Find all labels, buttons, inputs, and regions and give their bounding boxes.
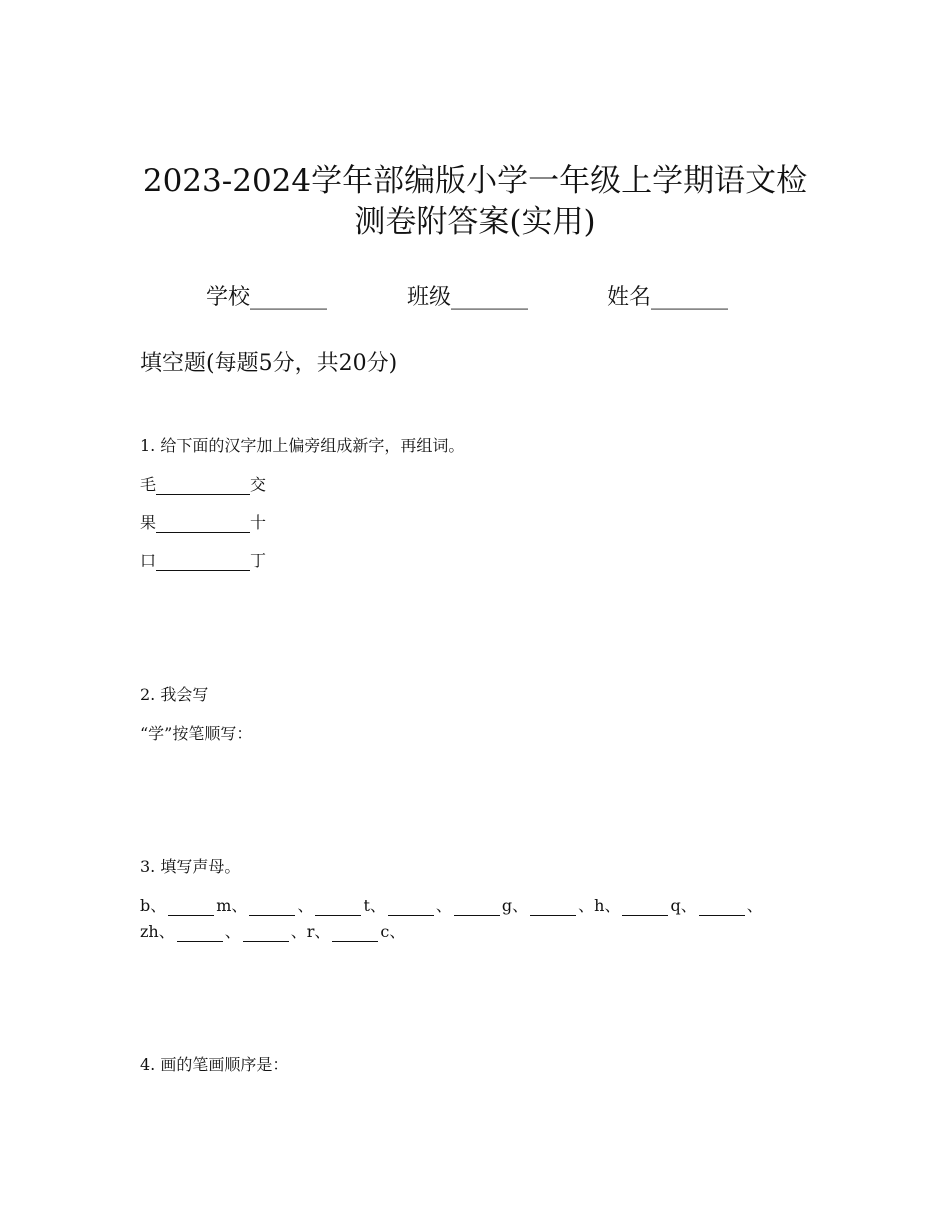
seq-text: g、 xyxy=(501,896,529,915)
question-1-row xyxy=(140,548,266,571)
answer-blank[interactable] xyxy=(243,924,289,942)
seq-text: 、h、 xyxy=(578,896,621,915)
answer-blank[interactable] xyxy=(177,924,223,942)
row-left-char: 口 xyxy=(140,551,157,570)
row-right-char: 交 xyxy=(250,475,267,494)
school-field: 学校_______ xyxy=(206,285,328,310)
page-title-line-2: 测卷附答案(实用) xyxy=(354,204,596,240)
answer-blank[interactable] xyxy=(622,898,668,916)
row-right-char: 十 xyxy=(250,513,267,532)
seq-text: q、 xyxy=(670,896,697,915)
answer-blank[interactable] xyxy=(454,898,500,916)
answer-blank[interactable] xyxy=(699,898,745,916)
question-1-prompt: 1. 给下面的汉字加上偏旁组成新字，再组词。 xyxy=(140,436,465,455)
answer-blank[interactable] xyxy=(249,898,295,916)
question-2-prompt: 2. 我会写 xyxy=(140,685,209,704)
seq-text: t、 xyxy=(363,896,386,915)
seq-text: m、 xyxy=(216,896,248,915)
initials-line-1 xyxy=(140,893,763,916)
answer-blank[interactable] xyxy=(156,514,250,533)
seq-text: 、 xyxy=(746,896,763,915)
row-right-char: 丁 xyxy=(250,551,267,570)
answer-blank[interactable] xyxy=(315,898,361,916)
question-1-row xyxy=(140,510,266,533)
answer-blank[interactable] xyxy=(156,552,250,571)
seq-text: 、 xyxy=(224,922,241,941)
question-3-prompt: 3. 填写声母。 xyxy=(140,857,241,876)
initials-line-2 xyxy=(140,919,405,942)
row-left-char: 果 xyxy=(140,513,157,532)
seq-text: 、 xyxy=(435,896,452,915)
page-title-line-1: 2023-2024学年部编版小学一年级上学期语文检 xyxy=(142,163,808,199)
seq-text: zh、 xyxy=(140,922,175,941)
seq-text: c、 xyxy=(380,922,406,941)
answer-blank[interactable] xyxy=(156,476,250,495)
class-field: 班级_______ xyxy=(407,285,529,310)
name-field: 姓名_______ xyxy=(607,285,729,310)
question-2-subprompt: “学”按笔顺写： xyxy=(140,724,253,743)
question-1-row xyxy=(140,472,266,495)
answer-blank[interactable] xyxy=(168,898,214,916)
answer-blank[interactable] xyxy=(388,898,434,916)
seq-text: b、 xyxy=(140,896,167,915)
question-4-prompt: 4. 画的笔画顺序是： xyxy=(140,1055,289,1074)
row-left-char: 毛 xyxy=(140,475,157,494)
answer-blank[interactable] xyxy=(332,924,378,942)
section-heading: 填空题(每题5分，共20分) xyxy=(140,351,398,376)
answer-blank[interactable] xyxy=(530,898,576,916)
seq-text: 、r、 xyxy=(290,922,331,941)
seq-text: 、 xyxy=(297,896,314,915)
